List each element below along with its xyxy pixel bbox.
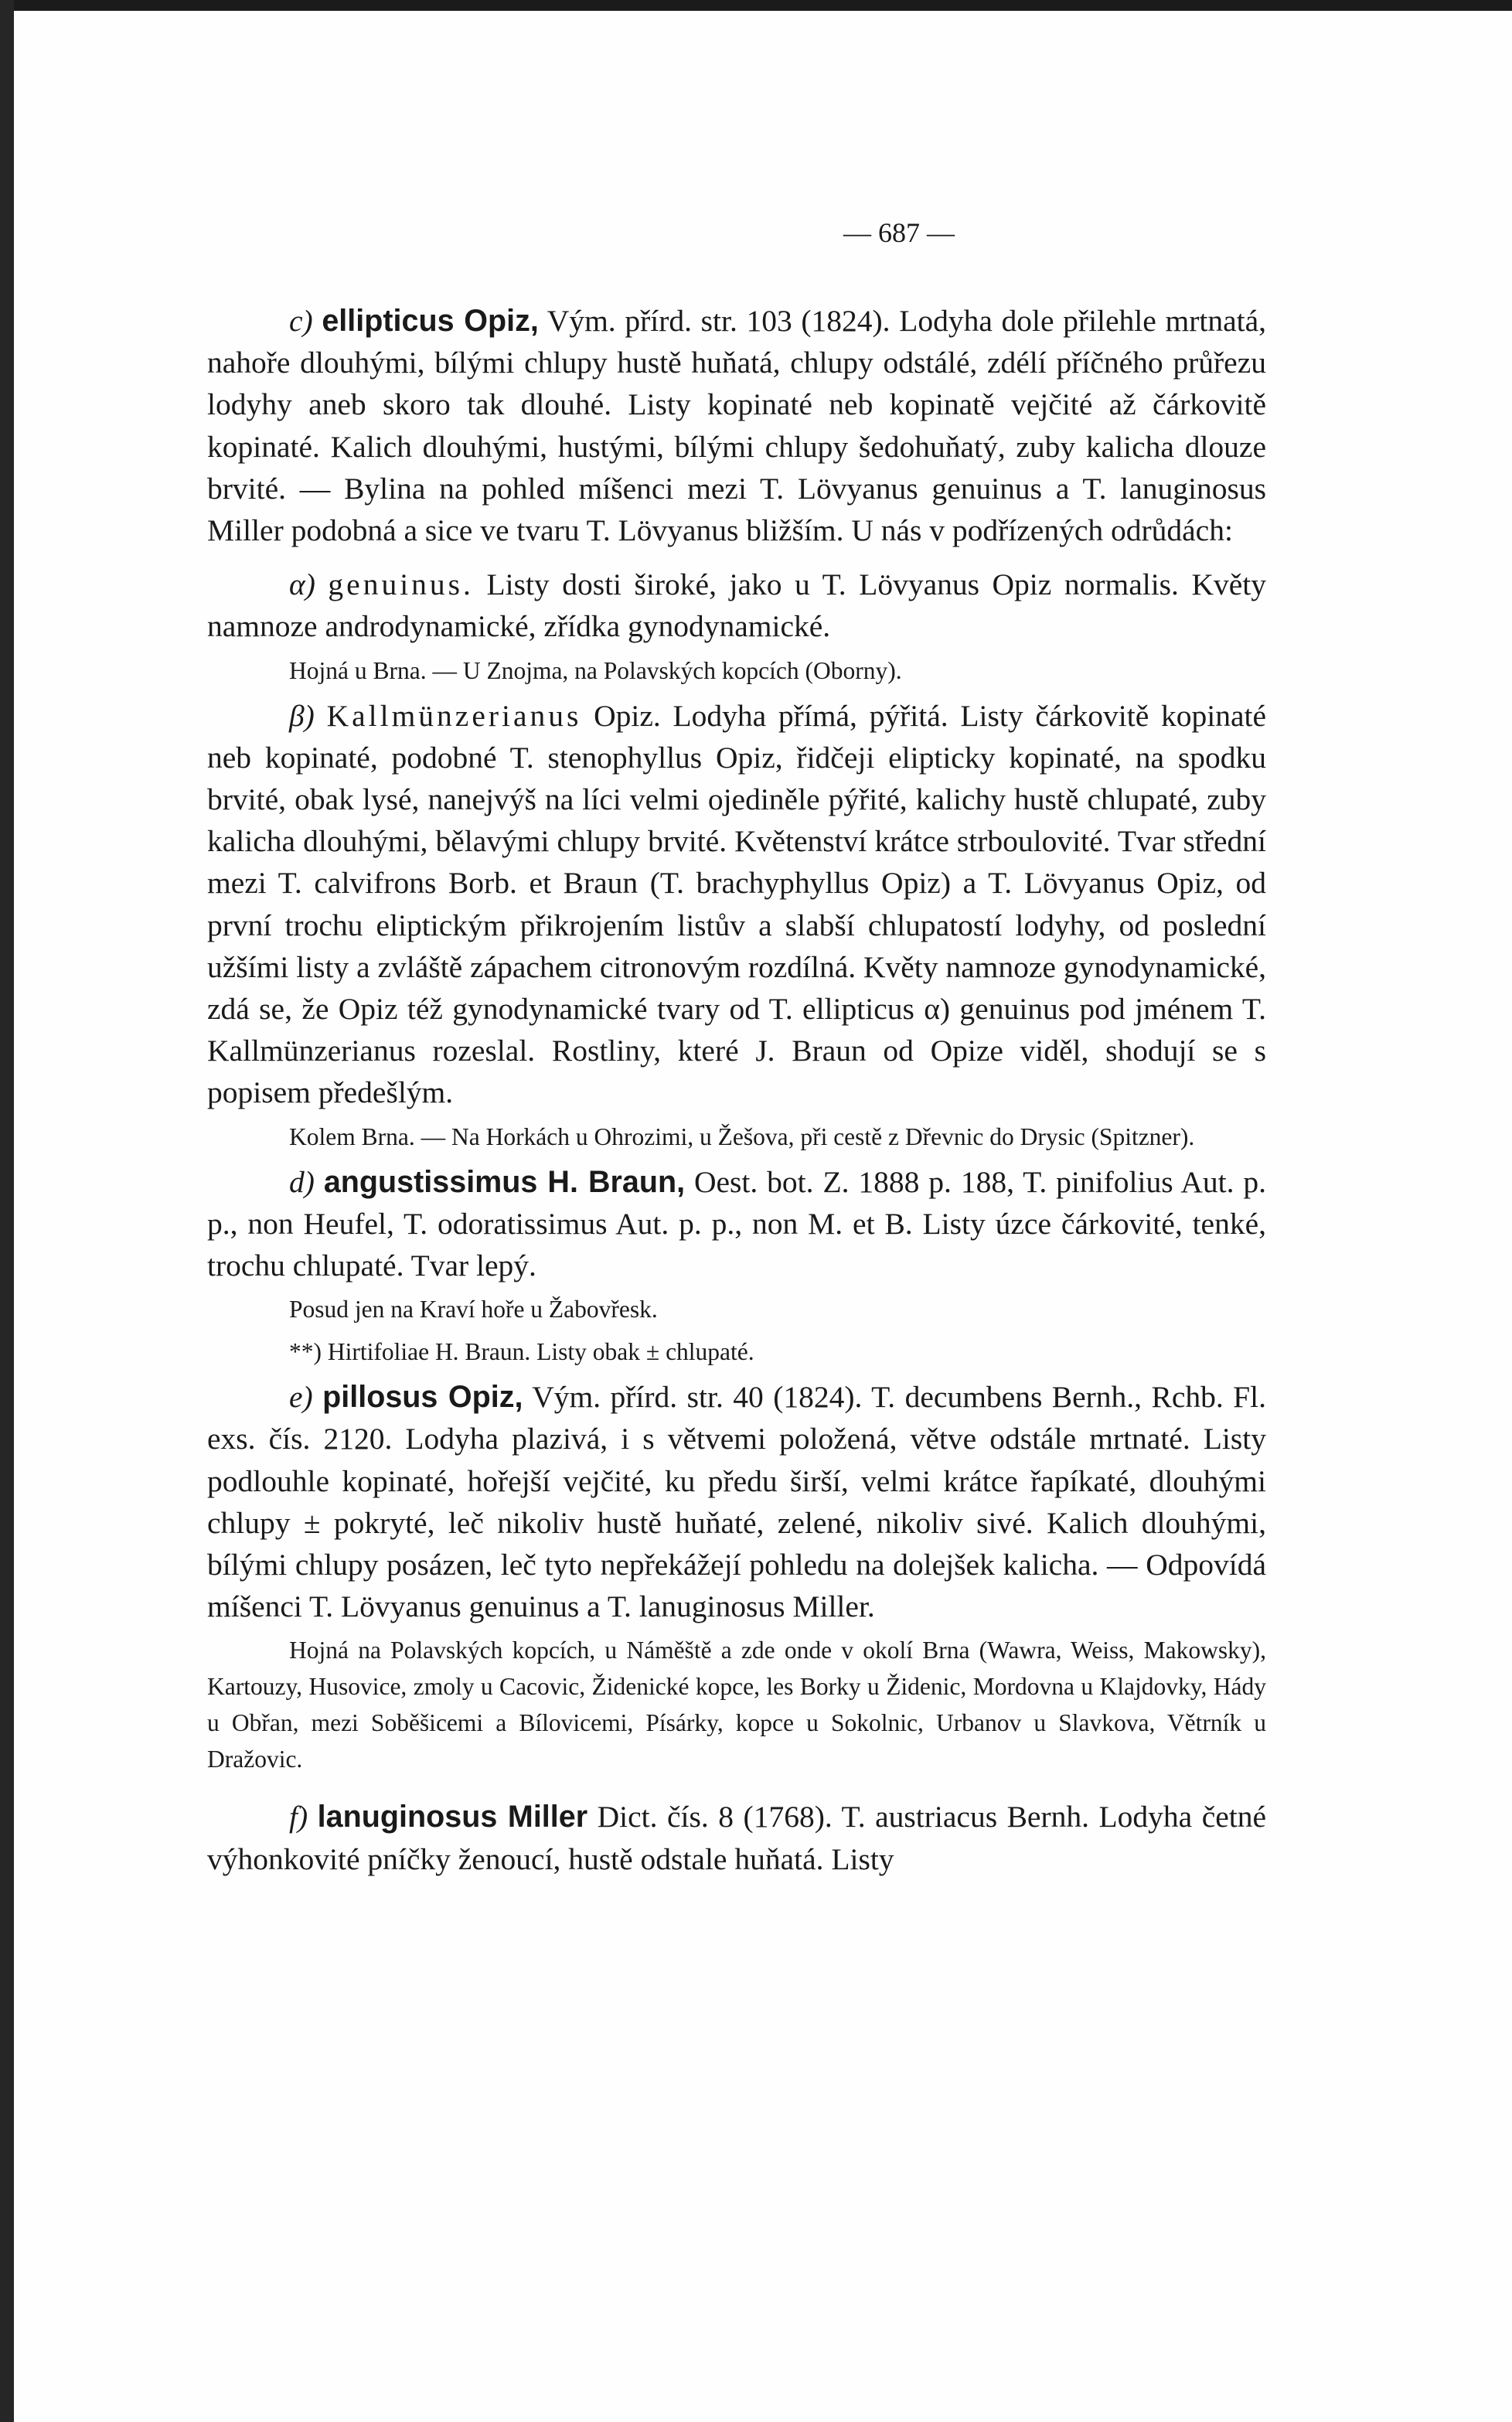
entry-marker: f) [289, 1800, 308, 1834]
entry-text: Vým. přírd. str. 103 (1824). Lodyha dole přilehle mrtnatá, nahoře dlouhými, bílými chlupy hustě huňatá, chlupy odstálé, zdélí příčného průřezu lodyhy aneb skoro tak dlouhé. Listy kopinaté neb kopinatě vejčité až čárkovitě kopinaté. Kalich dlouhými, hustými, bílými chlupy šedohuňatý, zuby kalicha dlouze brvité. — Bylina na pohled míšenci mezi T. Lövyanus genuinus a T. lanuginosus Miller podobná a sice ve tvaru T. Lövyanus bližším. U nás v podřízených odrůdách: [207, 304, 1266, 548]
book-page [207, 216, 1266, 1880]
entry-marker: e) [289, 1380, 313, 1415]
variety-name: genuinus. [328, 567, 474, 602]
locality-note: Posud jen na Kraví hoře u Žabovřesk. [289, 1296, 658, 1323]
locality-note: Hojná u Brna. — U Znojma, na Polavských kopcích (Oborny). [289, 656, 902, 684]
taxon-name: ellipticus Opiz, [322, 304, 539, 338]
spacer [207, 1783, 1266, 1796]
taxon-name: pillosus Opiz, [322, 1380, 523, 1415]
variety-marker: β) [289, 698, 315, 733]
page-number: — 687 — [843, 217, 955, 248]
variety-marker: α) [289, 567, 315, 602]
variety-name: Kallmünzerianus [326, 698, 582, 733]
spacer [207, 551, 1266, 564]
group-heading-hirtifoliae: **) Hirtifoliae H. Braun. Listy obak ± chlupaté. [289, 1338, 754, 1366]
entry-pillosus [207, 1376, 1266, 1627]
entry-angustissimus [207, 1161, 1266, 1287]
entry-lanuginosus [207, 1796, 1266, 1879]
variety-genuinus [207, 564, 1266, 647]
taxon-name: lanuginosus Miller [317, 1800, 588, 1834]
entry-text: Oest. bot. Z. 1888 p. 188, T. pinifolius Aut. p. p., non Heufel, T. odoratissimus Aut. p. p., non M. et B. Listy úzce čárkovité, tenké, trochu chlupaté. Tvar lepý. [207, 1164, 1266, 1283]
taxon-name: angustissimus H. Braun, [323, 1164, 686, 1199]
locality-note: Kolem Brna. — Na Horkách u Ohrozimi, u Žešova, při cestě z Dřevnic do Drysic (Spitzner). [289, 1122, 1195, 1150]
entry-marker: d) [289, 1164, 315, 1199]
scan-border-left [0, 0, 14, 2422]
variety-text: Opiz. Lodyha přímá, pýřitá. Listy čárkovitě kopinaté neb kopinaté, podobné T. stenophyllus Opiz, řidčeji elipticky kopinaté, na spodku brvité, obak lysé, nanejvýš na líci velmi ojediněle pýřité, kalichy hustě chlupaté, zuby kalicha dlouhými, bělavými chlupy brvité. Květenství krátce strboulovité. Tvar střední mezi T. calvifrons Borb. et Braun (T. brachyphyllus Opiz) a T. Lövyanus Opiz, od první trochu eliptickým přikrojením listův a slabší chlupatostí lodyhy, od poslední užšími listy a zvláště zápachem citronovým rozdílná. Květy namnoze gynodynamické, zdá se, že Opiz též gynodynamické tvary od T. ellipticus α) genuinus pod jménem T. Kallmünzerianus rozeslal. Rostliny, které J. Braun od Opize viděl, shodují se s popisem předešlým. [207, 698, 1267, 1110]
entry-ellipticus [207, 300, 1266, 551]
entry-text: Dict. čís. 8 (1768). T. austriacus Bernh. Lodyha četné výhonkovité pníčky ženoucí, hustě odstale huňatá. Listy [207, 1800, 1267, 1876]
entry-text: Vým. přírd. str. 40 (1824). T. decumbens Bernh., Rchb. Fl. exs. čís. 2120. Lodyha plazivá, i s větvemi položená, větve odstále mrtnaté. Listy podlouhle kopinaté, hořejší vejčité, ku předu širší, velmi krátce řapíkaté, dlouhými chlupy ± pokryté, leč nikoliv hustě huňaté, zelené, nikoliv sivé. Kalich dlouhými, bílými chlupy posázen, leč tyto nepřekážejí pohledu na dolejšek kalicha. — Odpovídá míšenci T. Lövyanus genuinus a T. lanuginosus Miller. [207, 1380, 1266, 1624]
variety-text: Listy dosti široké, jako u T. Lövyanus Opiz normalis. Květy namnoze androdynamické, zřídka gynodynamické. [207, 567, 1266, 644]
locality-note: Hojná na Polavských kopcích, u Náměště a zde onde v okolí Brna (Wawra, Weiss, Makowsky), Kartouzy, Husovice, zmoly u Cacovic, Židenické kopce, les Borky u Židenic, Mordovna u Klajdovky, Hády u Obřan, mezi Soběšicemi a Bílovicemi, Písárky, kopce u Sokolnic, Urbanov u Slavkova, Větrník u Dražovic. [207, 1637, 1266, 1773]
variety-kallmunzerianus [207, 695, 1266, 1114]
entry-marker: c) [289, 304, 313, 338]
scan-border-top [0, 0, 1512, 11]
